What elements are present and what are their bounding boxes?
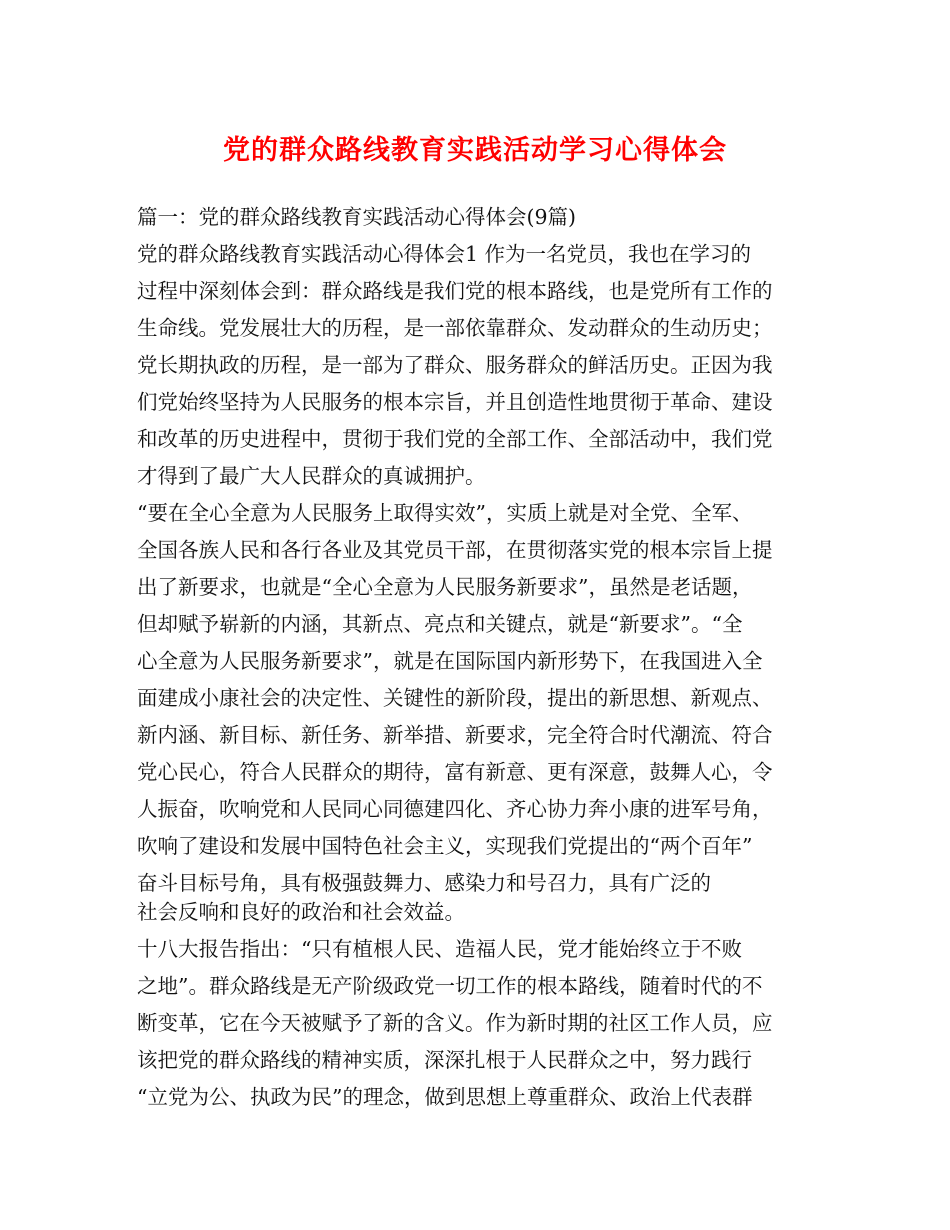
text-line: 面建成小康社会的决定性、关键性的新阶段，提出的新思想、新观点、 (137, 686, 773, 710)
text-line: 党的群众路线教育实践活动心得体会1 作为一名党员，我也在学习的 (137, 242, 752, 266)
text-line: 奋斗目标号角，具有极强鼓舞力、感染力和号召力，具有广泛的 (137, 871, 711, 895)
text-line: 过程中深刻体会到：群众路线是我们党的根本路线，也是党所有工作的 (137, 279, 773, 303)
text-line: 社会反响和良好的政治和社会效益。 (137, 900, 465, 924)
document-title: 党的群众路线教育实践活动学习心得体会 (223, 135, 727, 166)
text-line: 之地”。群众路线是无产阶级政党一切工作的根本路线，随着时代的不 (137, 974, 763, 998)
text-line: 断变革，它在今天被赋予了新的含义。作为新时期的社区工作人员，应 (137, 1011, 773, 1035)
text-line: 该把党的群众路线的精神实质，深深扎根于人民群众之中，努力践行 (137, 1048, 752, 1072)
text-line: 党心民心，符合人民群众的期待，富有新意、更有深意，鼓舞人心，令 (137, 760, 773, 784)
text-line: 篇一：党的群众路线教育实践活动心得体会(9篇) (137, 205, 577, 229)
text-line: “立党为公、执政为民”的理念，做到思想上尊重群众、政治上代表群 (137, 1085, 753, 1109)
text-line: 心全意为人民服务新要求”，就是在国际国内新形势下，在我国进入全 (137, 649, 763, 673)
text-line: 和改革的历史进程中，贯彻于我们党的全部工作、全部活动中，我们党 (137, 427, 773, 451)
text-line: 生命线。党发展壮大的历程，是一部依靠群众、发动群众的生动历史； (137, 316, 773, 340)
text-line: 十八大报告指出：“只有植根人民、造福人民，党才能始终立于不败 (137, 937, 742, 961)
text-line: 出了新要求，也就是“全心全意为人民服务新要求”，虽然是老话题， (137, 575, 753, 599)
text-line: 党长期执政的历程，是一部为了群众、服务群众的鲜活历史。正因为我 (137, 353, 773, 377)
text-line: 新内涵、新目标、新任务、新举措、新要求，完全符合时代潮流、符合 (137, 723, 773, 747)
text-line: 但却赋予崭新的内涵，其新点、亮点和关键点，就是“新要求”。“全 (137, 612, 743, 636)
text-line: 人振奋，吹响党和人民同心同德建四化、齐心协力奔小康的进军号角， (137, 797, 773, 821)
text-line: 才得到了最广大人民群众的真诚拥护。 (137, 464, 486, 488)
text-line: “要在全心全意为人民服务上取得实效”，实质上就是对全党、全军、 (137, 501, 753, 525)
text-line: 吹响了建设和发展中国特色社会主义，实现我们党提出的“两个百年” (137, 834, 753, 858)
text-line: 们党始终坚持为人民服务的根本宗旨，并且创造性地贯彻于革命、建设 (137, 390, 773, 414)
text-line: 全国各族人民和各行各业及其党员干部，在贯彻落实党的根本宗旨上提 (137, 538, 773, 562)
